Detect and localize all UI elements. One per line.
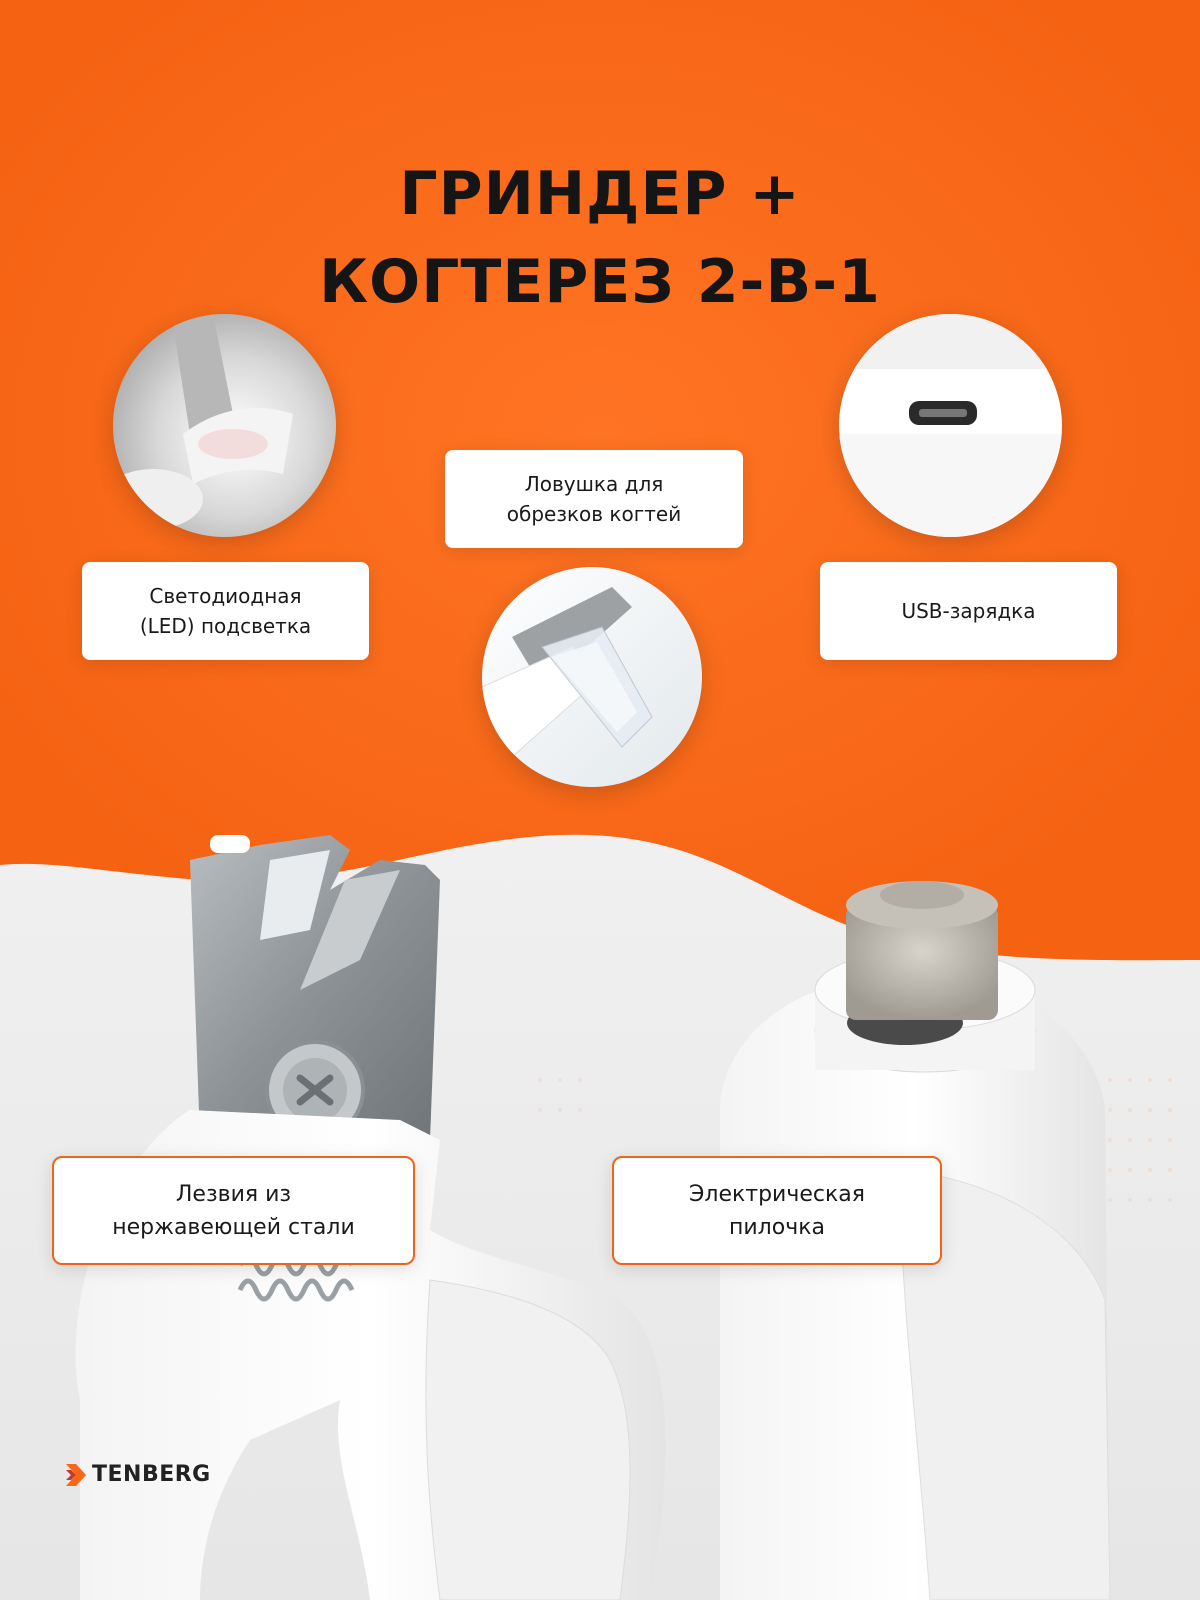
feature-trap-line-2: обрезков когтей bbox=[506, 502, 682, 526]
feature-blades-line-2: нержавеющей стали bbox=[112, 1214, 355, 1240]
brand-arrow-icon bbox=[66, 1464, 86, 1486]
feature-led-line-2: (LED) подсветка bbox=[139, 614, 312, 638]
brand-logo bbox=[66, 1462, 211, 1487]
feature-file-line-2: пилочка bbox=[729, 1214, 825, 1240]
feature-card-blades bbox=[52, 1156, 415, 1265]
feature-blades-line-1: Лезвия из bbox=[175, 1181, 292, 1207]
title-line-1: ГРИНДЕР + bbox=[399, 159, 801, 229]
feature-trap-line-1: Ловушка для bbox=[524, 472, 664, 496]
feature-usb-line-1: USB-зарядка bbox=[901, 599, 1036, 623]
feature-card-file bbox=[612, 1156, 942, 1265]
feature-file-line-1: Электрическая bbox=[689, 1181, 865, 1207]
title-line-2: КОГТЕРЕЗ 2-В-1 bbox=[319, 247, 881, 317]
feature-led-line-1: Светодиодная bbox=[149, 584, 302, 608]
clipper-blade bbox=[190, 835, 440, 1140]
brand-name: TENBERG bbox=[92, 1462, 211, 1487]
